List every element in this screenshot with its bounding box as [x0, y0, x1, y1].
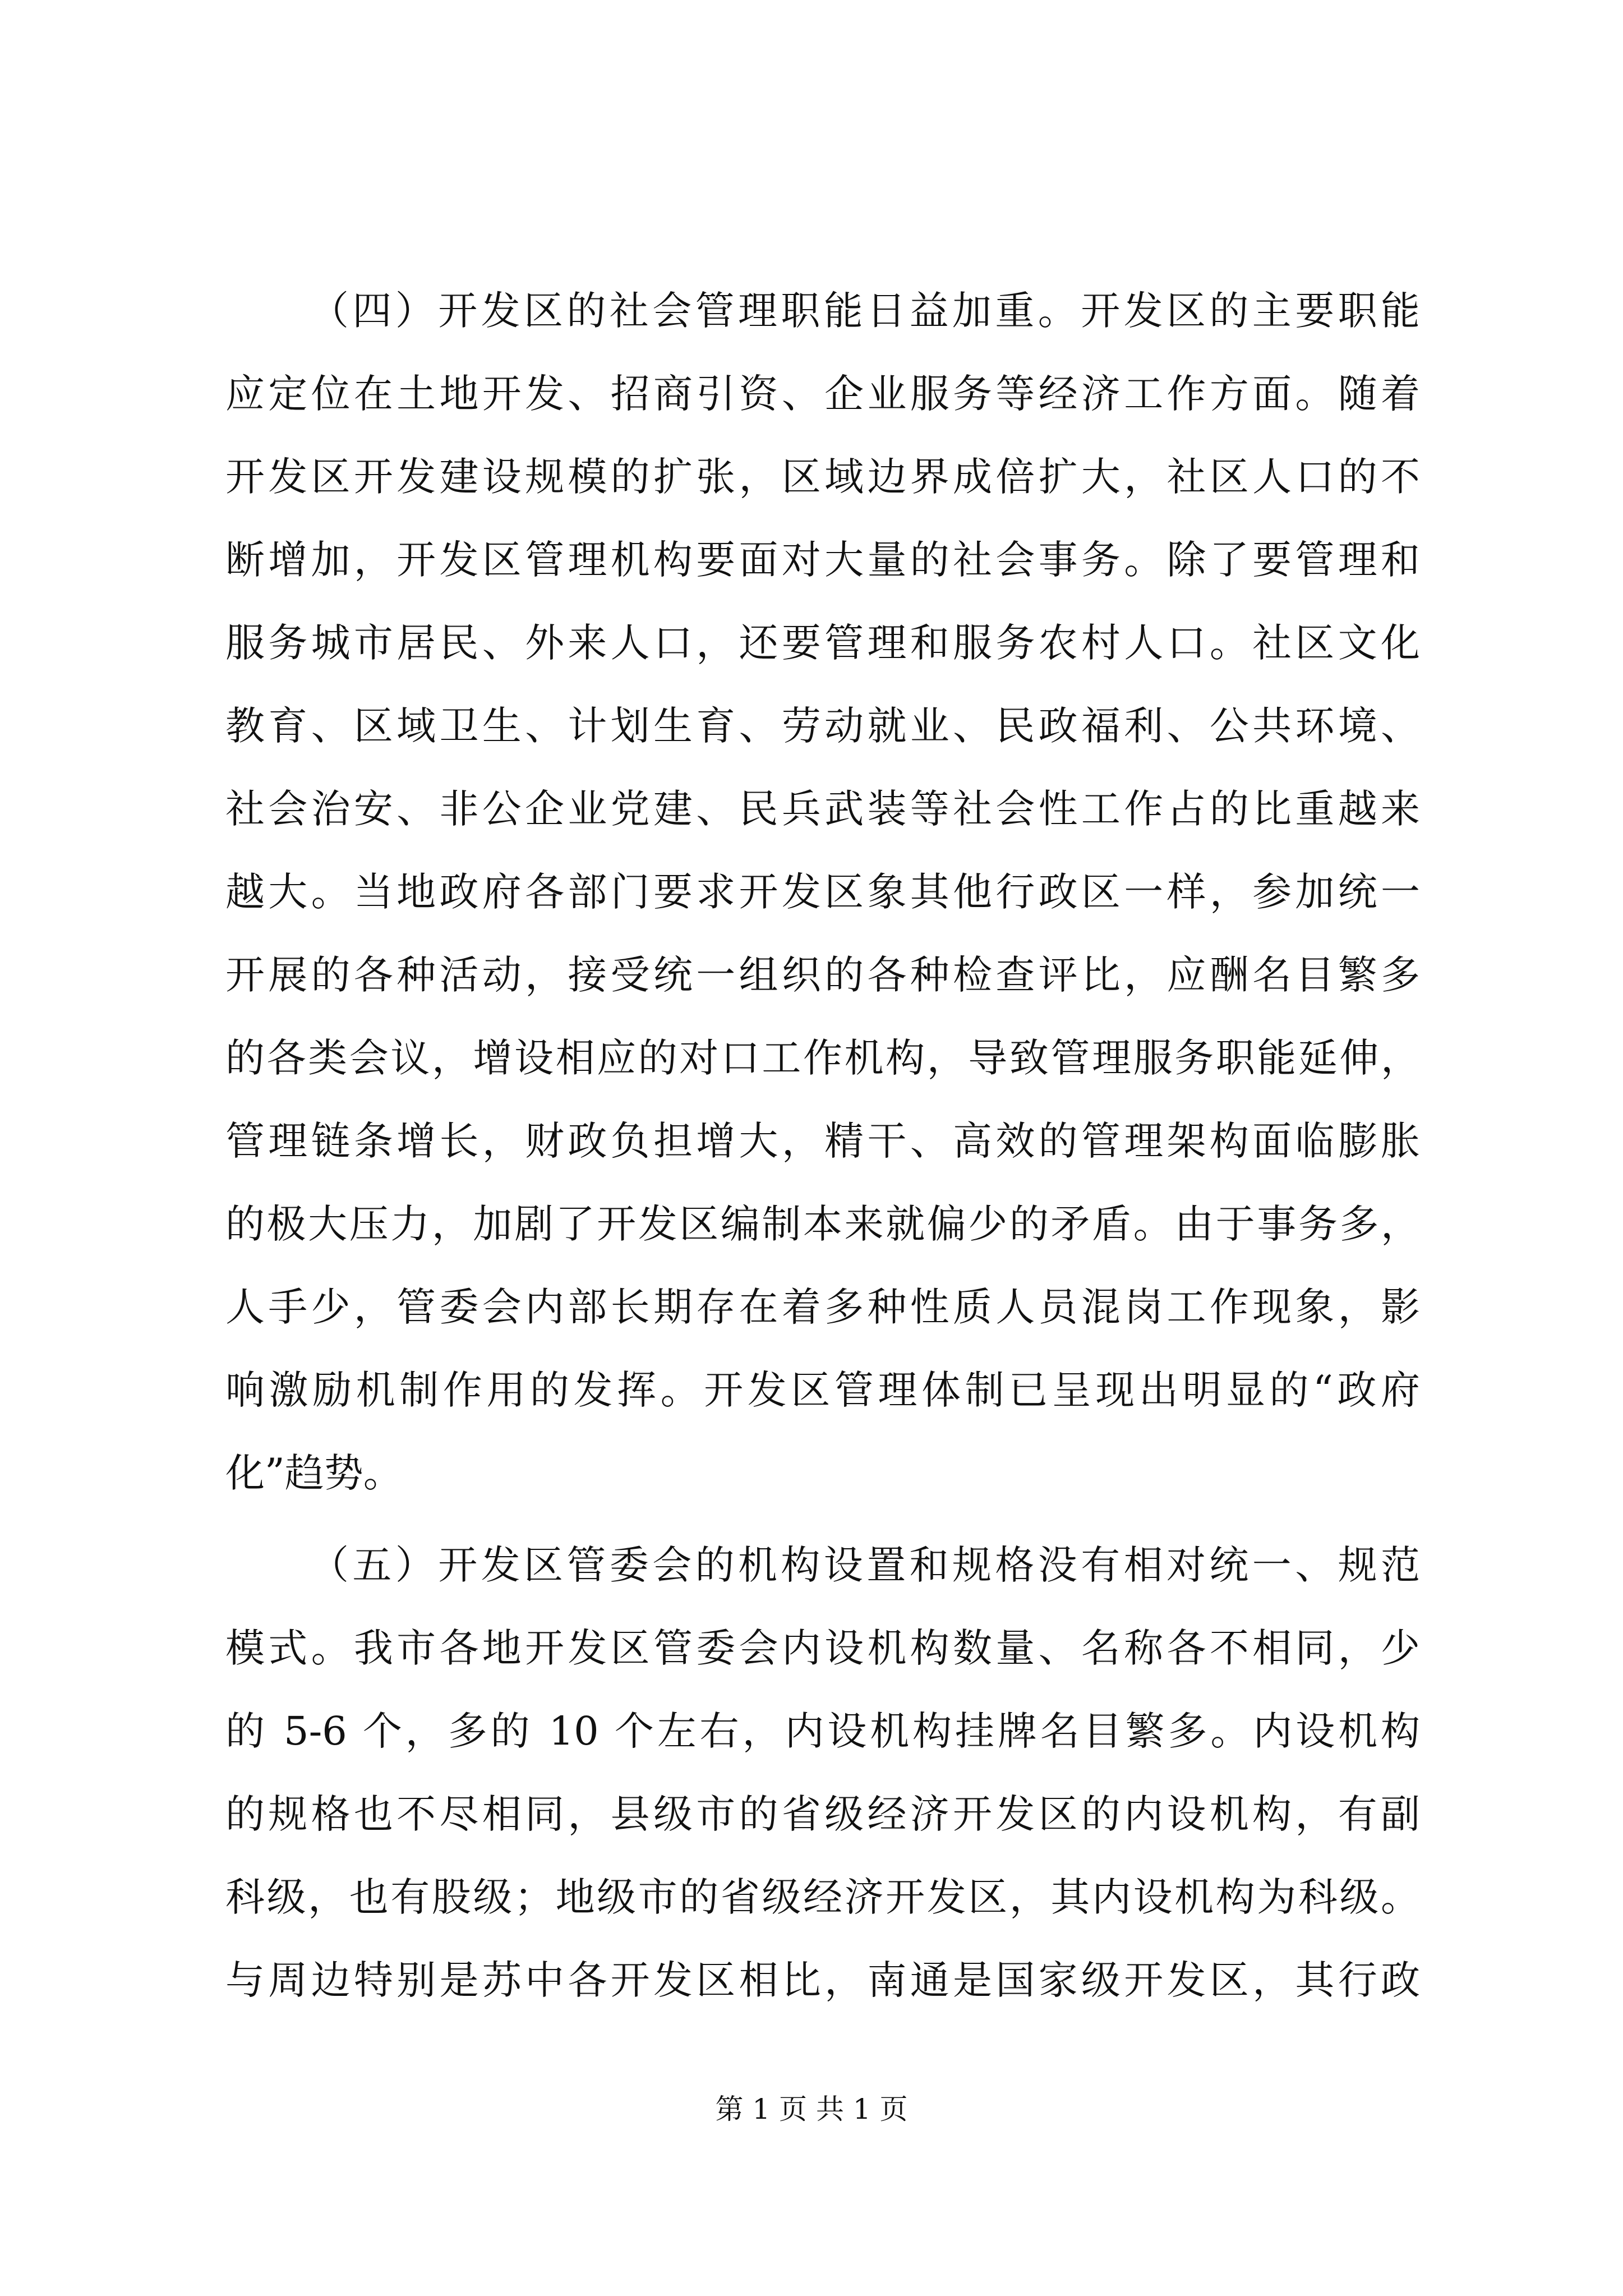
paragraph-line: 教育、区域卫生、计划生育、劳动就业、民政福利、公共环境、 [225, 703, 1420, 749]
paragraph-line: 的极大压力，加剧了开发区编制本来就偏少的矛盾。由于事务多， [225, 1201, 1420, 1247]
paragraph-line: 科级，也有股级；地级市的省级经济开发区，其内设机构为科级。 [225, 1874, 1420, 1920]
paragraph-line: 服务城市居民、外来人口，还要管理和服务农村人口。社区文化 [225, 620, 1420, 666]
paragraph-line: 开展的各种活动，接受统一组织的各种检查评比，应酬名目繁多 [225, 952, 1420, 998]
paragraph-line: 模式。我市各地开发区管委会内设机构数量、名称各不相同，少 [225, 1625, 1420, 1671]
document-body [225, 269, 1420, 2022]
paragraph-line: 的各类会议，增设相应的对口工作机构，导致管理服务职能延伸， [225, 1035, 1420, 1081]
paragraph-line: （五）开发区管委会的机构设置和规格没有相对统一、规范 [310, 1542, 1420, 1588]
paragraph-spacer [225, 1515, 1420, 1524]
paragraph-line: 响激励机制作用的发挥。开发区管理体制已呈现出明显的“政府 [225, 1367, 1420, 1413]
paragraph-5 [225, 1524, 1420, 2022]
paragraph-line: 化”趋势。 [225, 1450, 403, 1496]
paragraph-line: 断增加，开发区管理机构要面对大量的社会事务。除了要管理和 [225, 537, 1420, 583]
paragraph-line: 应定位在土地开发、招商引资、企业服务等经济工作方面。随着 [225, 371, 1420, 417]
paragraph-line: 的 5-6 个，多的 10 个左右，内设机构挂牌名目繁多。内设机构 [225, 1708, 1420, 1754]
paragraph-line: 越大。当地政府各部门要求开发区象其他行政区一样，参加统一 [225, 869, 1420, 915]
paragraph-line: 管理链条增长，财政负担增大，精干、高效的管理架构面临膨胀 [225, 1118, 1420, 1164]
paragraph-line: 的规格也不尽相同，县级市的省级经济开发区的内设机构，有副 [225, 1791, 1420, 1837]
paragraph-line: 人手少，管委会内部长期存在着多种性质人员混岗工作现象，影 [225, 1284, 1420, 1330]
page-number-footer: 第 1 页 共 1 页 [715, 2093, 908, 2125]
paragraph-line: （四）开发区的社会管理职能日益加重。开发区的主要职能 [310, 288, 1420, 334]
paragraph-line: 与周边特别是苏中各开发区相比，南通是国家级开发区，其行政 [225, 1957, 1420, 2003]
paragraph-line: 开发区开发建设规模的扩张，区域边界成倍扩大，社区人口的不 [225, 454, 1420, 500]
paragraph-line: 社会治安、非公企业党建、民兵武装等社会性工作占的比重越来 [225, 786, 1420, 832]
paragraph-4 [225, 269, 1420, 1515]
